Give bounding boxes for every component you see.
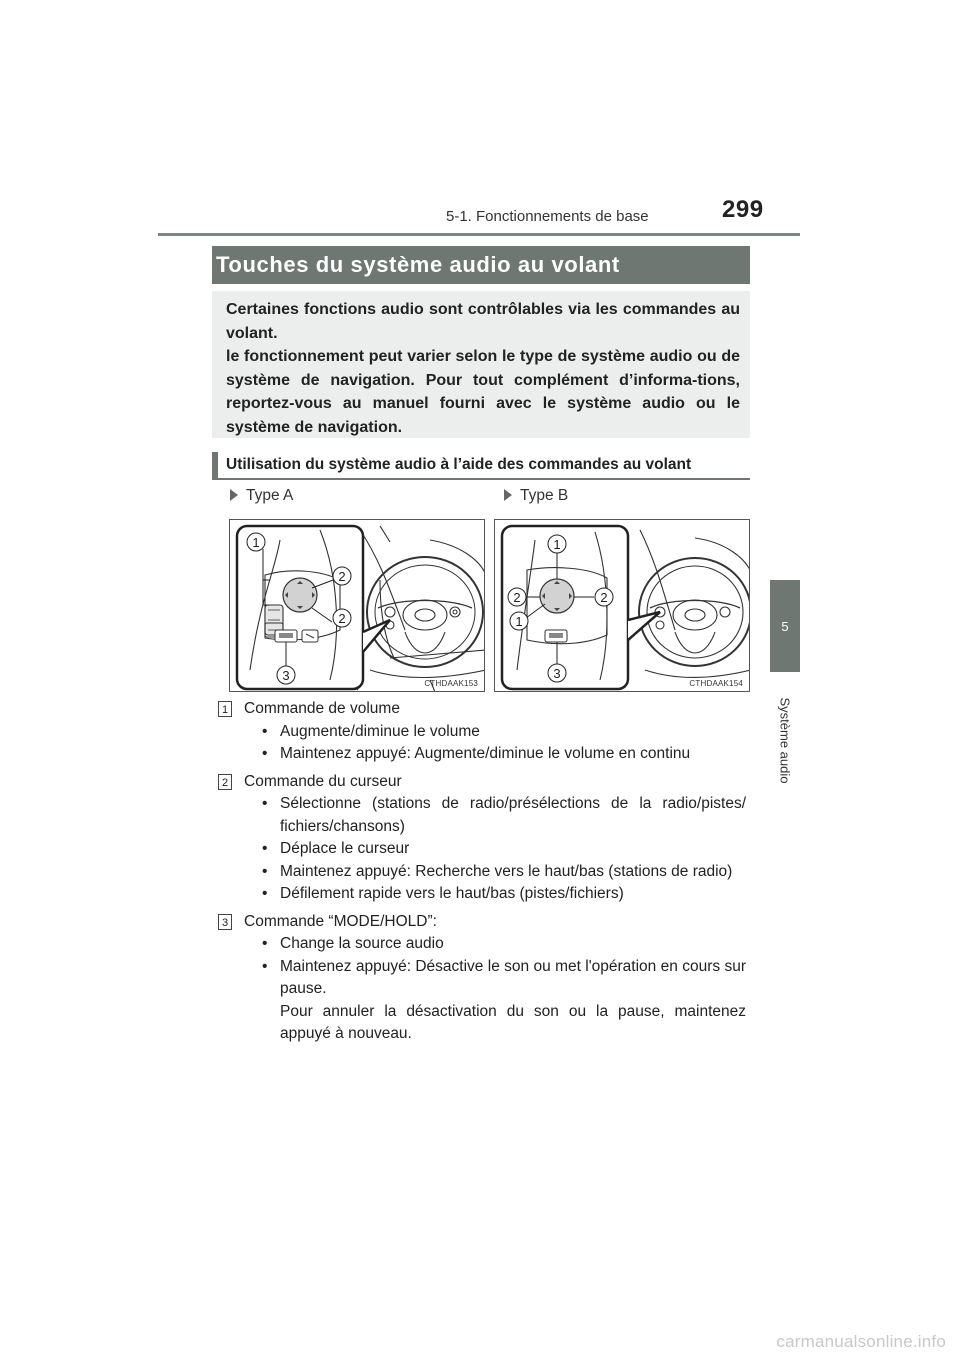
sub-heading	[212, 452, 750, 480]
side-tab-label-text: Système audio	[777, 697, 793, 783]
item-bullets	[244, 933, 746, 1046]
watermark: carmanualsonline.info	[776, 1332, 946, 1351]
figure-type-b	[494, 519, 750, 692]
page-title: Touches du système audio au volant	[212, 246, 750, 284]
item-number-box: 3	[218, 914, 232, 930]
callout-b-2-left: 2	[513, 590, 521, 605]
callout-a-2-bottom: 2	[338, 611, 346, 626]
control-descriptions	[218, 698, 746, 1051]
item-volume-control	[218, 698, 746, 766]
bullet-item: • Maintenez appuyé: Augmente/diminue le volume en continu	[262, 743, 746, 766]
side-tab-chapter-label	[773, 680, 797, 800]
callout-b-3: 3	[553, 666, 561, 681]
type-b-label	[504, 487, 568, 505]
callout-b-1-bottom: 1	[515, 614, 523, 629]
bullet-item: • Augmente/diminue le volume	[262, 721, 746, 744]
figure-type-a	[229, 519, 485, 692]
intro-paragraph-1: Certaines fonctions audio sont contrôlables via les commandes au volant.	[226, 301, 740, 342]
header-section-title: 5-1. Fonctionnements de base	[446, 208, 649, 225]
triangle-bullet-icon	[504, 489, 512, 501]
bullet-item: • Défilement rapide vers le haut/bas (pistes/fichiers)	[262, 883, 746, 906]
item-cursor-control	[218, 771, 746, 906]
page-number: 299	[722, 196, 764, 223]
item-bullets	[244, 793, 746, 906]
callout-b-2-right: 2	[600, 590, 608, 605]
figure-b-code: CTHDAAK154	[689, 679, 743, 688]
bullet-item: • Sélectionne (stations de radio/présélections de la radio/pistes/ fichiers/chansons)	[262, 793, 746, 838]
item-title: Commande de volume	[244, 700, 400, 717]
bullet-item: • Déplace le curseur	[262, 838, 746, 861]
intro-box	[212, 291, 750, 438]
side-tab-chapter-number: 5	[770, 580, 800, 672]
header-rule	[158, 233, 800, 236]
type-a-label	[230, 487, 293, 505]
item-number-box: 2	[218, 774, 232, 790]
bullet-item: • Change la source audio	[262, 933, 746, 956]
item-bullets	[244, 721, 746, 766]
triangle-bullet-icon	[230, 489, 238, 501]
type-b-text: Type B	[520, 487, 569, 504]
bullet-item: • Maintenez appuyé: Recherche vers le haut/bas (stations de radio)	[262, 861, 746, 884]
steering-wheel-illustration-b	[495, 520, 750, 692]
item-title: Commande du curseur	[244, 772, 402, 790]
bullet-text: • Maintenez appuyé: Désactive le son ou met l'opération en cours sur pause.	[280, 957, 746, 997]
callout-a-3: 3	[282, 668, 290, 683]
type-a-text: Type A	[246, 487, 294, 504]
sub-heading-bar	[212, 452, 218, 480]
intro-paragraph-2: le fonctionnement peut varier selon le type de système audio ou de système de navigation. Pour tout complément d’informa-tions, reportez-vous au manuel fourni avec le système audio ou le système de navigation.	[226, 348, 740, 436]
figure-a-code: CTHDAAK153	[424, 679, 478, 688]
callout-b-1-top: 1	[553, 537, 561, 552]
bullet-item	[262, 956, 746, 1046]
bullet-extra-text: Pour annuler la désactivation du son ou la pause, maintenez appuyé à nouveau.	[280, 1002, 746, 1042]
item-title: Commande “MODE/HOLD”:	[244, 912, 437, 930]
callout-a-1: 1	[252, 535, 260, 550]
steering-wheel-illustration-a	[230, 520, 485, 692]
item-number-box: 1	[218, 701, 232, 717]
sub-heading-text: Utilisation du système audio à l’aide des commandes au volant	[226, 456, 692, 473]
item-mode-hold-control	[218, 911, 746, 1046]
callout-a-2-top: 2	[338, 569, 346, 584]
